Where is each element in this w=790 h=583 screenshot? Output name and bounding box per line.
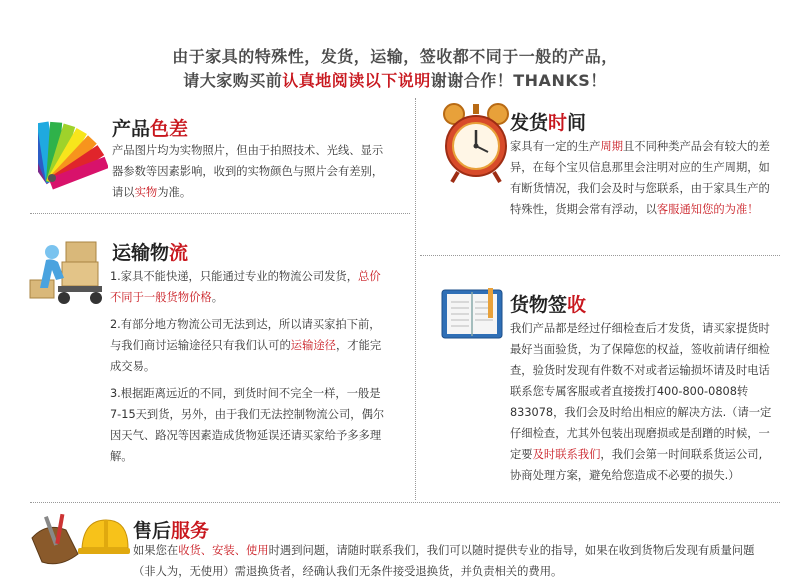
receipt-title: 货物签收	[510, 294, 587, 316]
divider-right-1	[420, 255, 780, 256]
notebook-icon	[440, 286, 504, 342]
logistics-body	[110, 266, 386, 473]
logistics-item-2: 2.有部分地方物流公司无法到达，所以请买家拍下前，与我们商讨运输途径只有我们认可的运输途径，才能完成交易。	[110, 318, 382, 373]
header-line-2: 请大家购买前认真地阅读以下说明谢谢合作！THANKS！	[183, 71, 607, 90]
center-divider	[415, 98, 416, 500]
color-diff-body: 产品图片均为实物照片，但由于拍照技术、光线、显示器参数等因素影响，收到的实物颜色与照片会有差别，请以实物为准。	[112, 144, 384, 199]
shipping-time-body: 家具有一定的生产周期且不同种类产品会有较大的差异，在每个宝贝信息那里会注明对应的生产周期，如有断货情况，我们会及时与您联系，由于家具生产的特殊性，货期会常有浮动，以客服通知您的为准！	[510, 140, 770, 216]
color-diff-title: 产品色差	[112, 118, 189, 140]
shipping-time-title: 发货时间	[510, 112, 587, 134]
alarm-clock-icon	[440, 100, 512, 186]
divider-bottom	[30, 502, 780, 503]
hardhat-tools-icon	[26, 508, 130, 580]
logistics-item-1: 1.家具不能快递，只能通过专业的物流公司发货，总价不同于一般货物价格。	[110, 270, 381, 304]
after-sales-body: 如果您在收货、安装、使用时遇到问题，请随时联系我们，我们可以随时提供专业的指导，如果在收到货物后发现有质量问题（非人为，无使用）需退换货者，经确认我们无条件接受退换货，并负责相关的费用。	[133, 544, 755, 578]
color-fan-icon	[38, 110, 108, 190]
logistics-title: 运输物流	[112, 242, 189, 264]
delivery-worker-icon	[22, 232, 110, 310]
logistics-item-3: 3.根据距离远近的不同，到货时间不完全一样，一般是7-15天到货，另外，由于我们无法控制物流公司，偶尔因天气、路况等因素造成货物延误还请买家给予多多理解。	[110, 387, 385, 463]
header-line-1: 由于家具的特殊性，发货，运输，签收都不同于一般的产品，	[172, 47, 618, 66]
after-sales-title: 售后服务	[133, 520, 210, 542]
receipt-body: 我们产品都是经过仔细检查后才发货，请买家提货时最好当面验货，为了保障您的权益，签收前请仔细检查，验货时发现有件数不对或者运输损坏请及时电话联系您专属客服或者直接拨打400-800-0808转833078，我们会及时给出相应的解决方法.（请一定仔细检查，尤其外包装出现磨损或是刮蹭的时候，一定要及时联系我们，我们会第一时间联系货运公司,协商处理方案，避免给您造成不必要的损失.）	[510, 322, 772, 482]
divider-left-1	[30, 213, 410, 214]
